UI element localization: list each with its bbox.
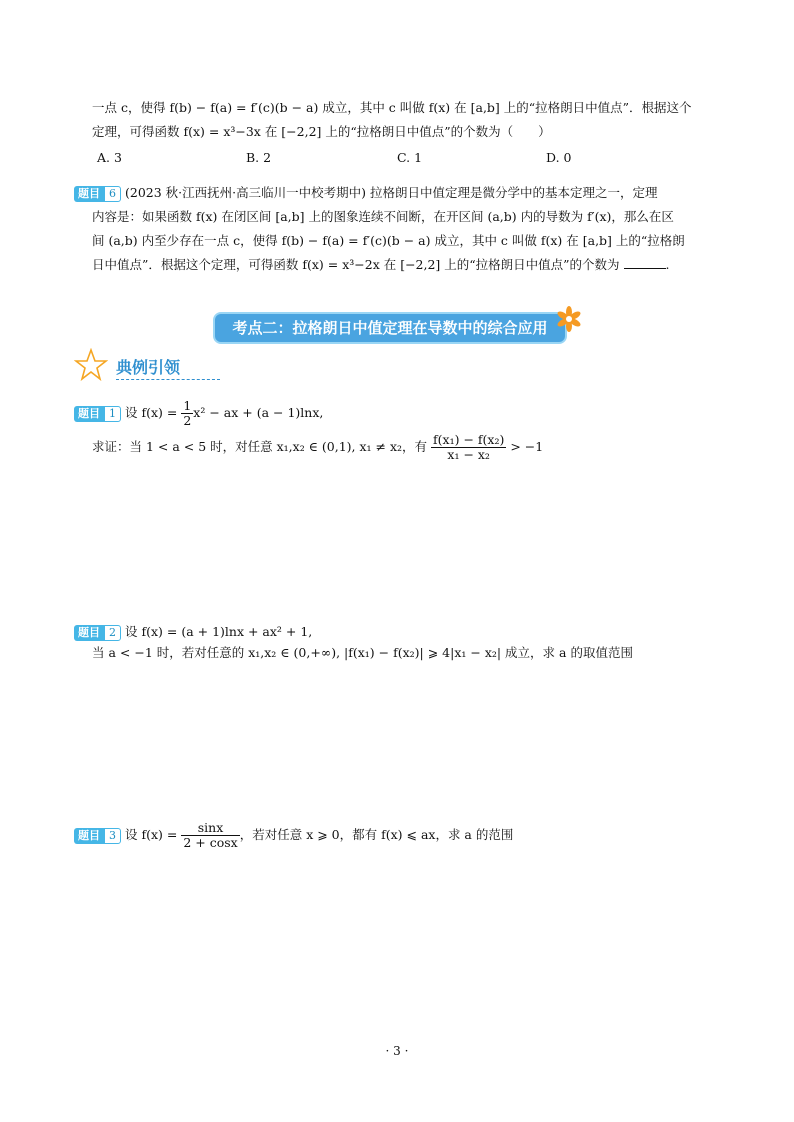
p3-line [74,818,513,852]
section-title: 典例引领 [116,358,181,377]
q6-line-4 [92,255,670,275]
topic-banner: 考点二：拉格朗日中值定理在导数中的综合应用 [213,312,567,344]
fraction-denominator: 2 + cosx [183,835,238,850]
section-underline [116,379,220,380]
p1-line-1 [74,398,323,428]
fraction [431,433,506,462]
question-number: 1 [104,406,121,422]
q6-line-2: 内容是：如果函数 f(x) 在闭区间 [a,b] 上的图象连续不间断，在开区间 (a,b) 内的导数为 f′(x)，那么在区 [92,209,674,224]
p1-text-b: x² − ax + (a − 1)lnx, [193,405,324,420]
p2-line-2: 当 a < −1 时，若对任意的 x₁,x₂ ∈ (0,+∞), |f(x₁) − f(x₂)| ⩾ 4|x₁ − x₂| 成立，求 a 的取值范围 [92,645,633,660]
fraction-numerator: f(x₁) − f(x₂) [433,432,505,447]
q5-option-c: C. 1 [397,150,423,165]
q5-option-d: D. 0 [546,150,572,165]
q5-line-2: 定理，可得函数 f(x) = x³−3x 在 [−2,2] 上的“拉格朗日中值点”的个数为（ ） [92,124,551,139]
fraction-denominator: 2 [183,413,192,428]
question-tag: 题目 [74,828,104,844]
question-tag: 题目 [74,625,104,641]
fraction-numerator: 1 [183,398,192,413]
q6-line-1 [74,183,657,203]
q6-text-4: 日中值点”．根据这个定理，可得函数 f(x) = x³−2x 在 [−2,2] 上的“拉格朗日中值点”的个数为 [92,257,620,272]
p2-line-1 [74,622,312,642]
p1-line-2 [92,430,543,464]
p3-text-a: 设 f(x) = [125,827,178,842]
question-number: 3 [104,828,121,844]
q5-option-a: A. 3 [97,150,122,165]
question-tag: 题目 [74,186,104,202]
p1-text-a: 设 f(x) = [125,405,178,420]
p3-text-b: ，若对任意 x ⩾ 0，都有 f(x) ⩽ ax，求 a 的范围 [239,827,514,842]
question-number: 2 [104,625,121,641]
flower-icon [556,306,582,332]
star-icon [74,348,108,382]
question-number: 6 [104,186,121,202]
q6-line-3: 间 (a,b) 内至少存在一点 c，使得 f(b) − f(a) = f′(c)(b − a) 成立，其中 c 叫做 f(x) 在 [a,b] 上的“拉格朗 [92,233,685,248]
q5-line-1: 一点 c，使得 f(b) − f(a) = f′(c)(b − a) 成立，其中 c 叫做 f(x) 在 [a,b] 上的“拉格朗日中值点”．根据这个 [92,100,692,115]
fraction [181,821,239,850]
p1-text-d: > −1 [510,439,544,454]
question-tag: 题目 [74,406,104,422]
q5-option-b: B. 2 [246,150,272,165]
fraction [181,399,193,428]
q6-period: . [665,257,670,272]
q6-text-1: (2023 秋·江西抚州·高三临川一中校考期中) 拉格朗日中值定理是微分学中的基本定理之一，定理 [125,185,658,200]
fraction-numerator: sinx [181,821,239,836]
fraction-denominator: x₁ − x₂ [447,447,490,462]
p1-text-c: 求证：当 1 < a < 5 时，对任意 x₁,x₂ ∈ (0,1), x₁ ≠ x₂，有 [92,439,428,454]
answer-blank [624,256,666,269]
page-number: · 3 · [385,1044,409,1058]
p2-text-1: 设 f(x) = (a + 1)lnx + ax² + 1, [125,624,313,639]
